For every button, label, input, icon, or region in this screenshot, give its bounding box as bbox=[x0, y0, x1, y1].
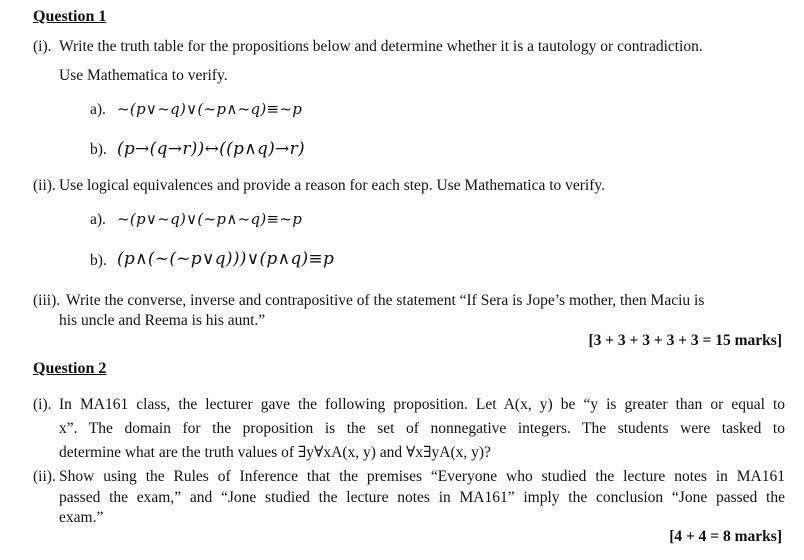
q1-marks: [3 + 3 + 3 + 3 + 3 = 15 marks] bbox=[588, 332, 782, 349]
q1-ii-b-expression: (p∧(~(~p∨q)))∨(p∧q)≡p bbox=[117, 249, 335, 269]
q2-part-i-line-1: In MA161 class, the lecturer gave the following proposition. Let A(x, y) be “y is greater than or equal to bbox=[59, 396, 785, 413]
q1-part-iii-line-1: Write the converse, inverse and contrapositive of the statement “If Sera is Jope’s mother, then Maciu is bbox=[66, 292, 705, 309]
q1-part-i-number: (i). bbox=[33, 38, 52, 55]
q2-part-ii-number: (ii). bbox=[33, 468, 56, 485]
q2-part-ii-line-3: exam.” bbox=[59, 509, 104, 526]
q1-ii-a-expression: ~(p∨~q)∨(~p∧~q)≡~p bbox=[117, 210, 303, 228]
q1-part-i-text: Write the truth table for the propositions below and determine whether it is a tautology or contradiction. bbox=[59, 38, 703, 55]
q1-i-b-expression: (p→(q→r))↔((p∧q)→r) bbox=[117, 139, 305, 159]
q2-marks: [4 + 4 = 8 marks] bbox=[669, 528, 782, 545]
q1-part-ii-number: (ii). bbox=[33, 177, 56, 194]
question-1-title: Question 1 bbox=[33, 8, 107, 25]
q1-part-iii-line-2: his uncle and Reema is his aunt.” bbox=[59, 312, 266, 329]
q1-part-ii-text: Use logical equivalences and provide a reason for each step. Use Mathematica to verify. bbox=[59, 177, 606, 194]
q1-ii-a-label: a). bbox=[90, 211, 106, 228]
q1-part-iii-number: (iii). bbox=[33, 292, 61, 309]
q2-part-i-number: (i). bbox=[33, 396, 52, 413]
q1-i-a-expression: ~(p∨~q)∨(~p∧~q)≡~p bbox=[117, 100, 303, 118]
q1-i-b-label: b). bbox=[90, 141, 107, 158]
q2-part-i-line-2: x”. The domain for the proposition is the set of nonnegative integers. The students were tasked to bbox=[59, 420, 785, 437]
q2-part-i-line-3: determine what are the truth values of ∃y∀xA(x, y) and ∀x∃yA(x, y)? bbox=[59, 444, 491, 461]
question-2-title: Question 2 bbox=[33, 360, 107, 377]
q1-ii-b-label: b). bbox=[90, 252, 107, 269]
q1-part-i-text-2: Use Mathematica to verify. bbox=[59, 67, 228, 84]
q2-part-ii-line-2: passed the exam,” and “Jone studied the lecture notes in MA161” imply the conclusion “Jone passed the bbox=[59, 489, 785, 506]
q2-part-ii-line-1: Show using the Rules of Inference that the premises “Everyone who studied the lecture notes in MA161 bbox=[59, 468, 785, 485]
q1-i-a-label: a). bbox=[90, 101, 106, 118]
